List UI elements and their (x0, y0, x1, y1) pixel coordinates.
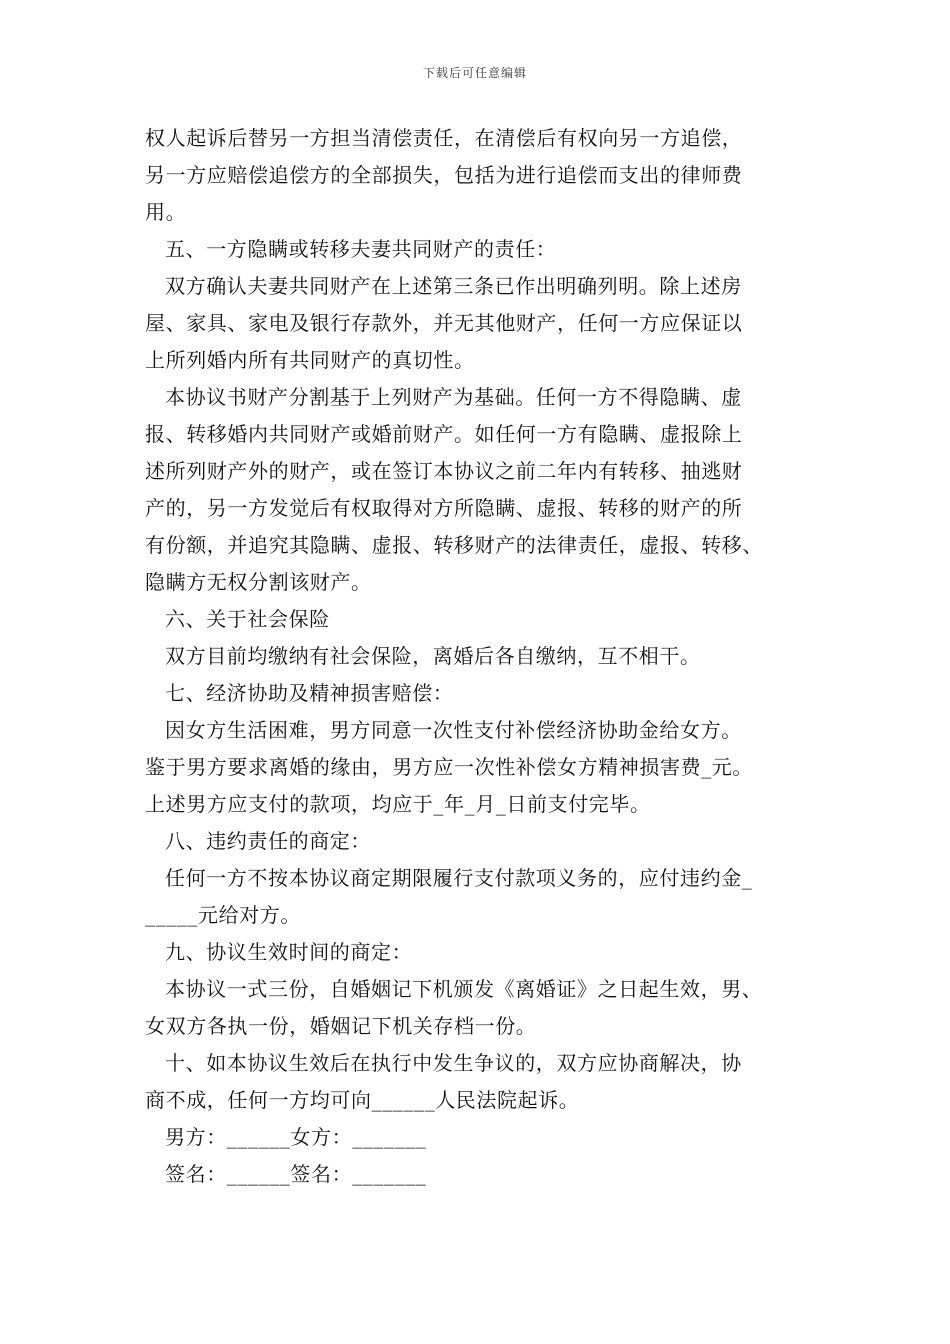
document-line: 屋、家具、家电及银行存款外，并无其他财产，任何一方应保证以 (145, 311, 743, 335)
document-line: 十、如本协议生效后在执行中发生争议的，双方应协商解决，协 (165, 1051, 742, 1075)
page-header: 下载后可任意编辑 (422, 66, 527, 80)
document-line: 权人起诉后替另一方担当清偿责任，在清偿后有权向另一方追偿， (145, 126, 743, 150)
document-line: 隐瞒方无权分割该财产。 (145, 570, 372, 594)
document-line: 另一方应赔偿追偿方的全部损失，包括为进行追偿而支出的律师费 (145, 163, 743, 187)
document-line: 任何一方不按本协议商定期限履行支付款项义务的，应付违约金_ (165, 866, 753, 890)
document-line: 用。 (145, 200, 187, 224)
document-line: 男方：______女方：_______ (165, 1125, 427, 1149)
document-line: _____元给对方。 (145, 903, 301, 927)
document-line: 六、关于社会保险 (165, 607, 330, 631)
document-line: 因女方生活困难，男方同意一次性支付补偿经济协助金给女方。 (165, 718, 742, 742)
document-line: 九、协议生效时间的商定： (165, 940, 413, 964)
document-line: 商不成，任何一方均可向______人民法院起诉。 (145, 1088, 580, 1112)
document-line: 述所列财产外的财产，或在签订本协议之前二年内有转移、抽逃财 (145, 459, 743, 483)
document-line: 鉴于男方要求离婚的缘由，男方应一次性补偿女方精神损害费_元。 (145, 755, 753, 779)
document-line: 签名：______签名：_______ (165, 1162, 427, 1186)
document-line: 八、违约责任的商定： (165, 829, 371, 853)
document-line: 报、转移婚内共同财产或婚前财产。如任何一方有隐瞒、虚报除上 (145, 422, 743, 446)
document-body (145, 120, 815, 1193)
document-line: 本协议一式三份，自婚姻记下机颁发《离婚证》之日起生效，男、 (165, 977, 763, 1001)
document-line: 女双方各执一份，婚姻记下机关存档一份。 (145, 1014, 537, 1038)
document-line: 双方目前均缴纳有社会保险，离婚后各自缴纳，互不相干。 (165, 644, 701, 668)
document-line: 产的，另一方发觉后有权取得对方所隐瞒、虚报、转移的财产的所 (145, 496, 743, 520)
document-line: 双方确认夫妻共同财产在上述第三条已作出明确列明。除上述房 (165, 274, 742, 298)
document-line: 上所列婚内所有共同财产的真切性。 (145, 348, 475, 372)
document-line: 上述男方应支付的款项，均应于_年_月_日前支付完毕。 (145, 792, 651, 816)
document-line: 本协议书财产分割基于上列财产为基础。任何一方不得隐瞒、虚 (165, 385, 742, 409)
document-line: 有份额，并追究其隐瞒、虚报、转移财产的法律责任，虚报、转移、 (145, 533, 763, 557)
document-line: 五、一方隐瞒或转移夫妻共同财产的责任： (165, 237, 557, 261)
document-line: 七、经济协助及精神损害赔偿： (165, 681, 454, 705)
